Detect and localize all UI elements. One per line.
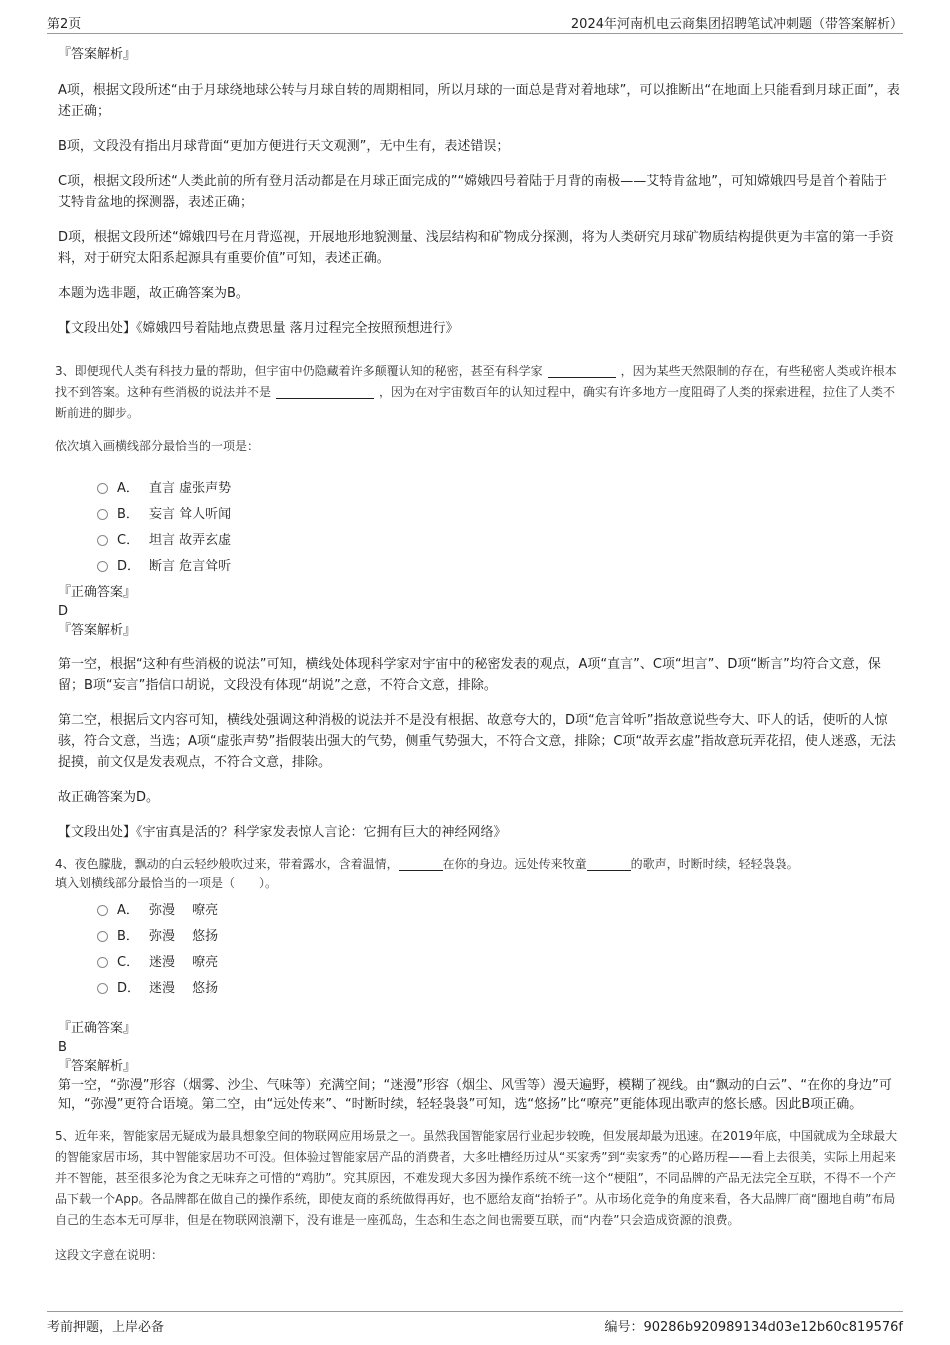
- q2-source: 【文段出处】《嫦娥四号着陆地点费思量 落月过程完全按照预想进行》: [58, 321, 459, 336]
- page-header: [47, 9, 903, 34]
- radio-icon[interactable]: [97, 535, 108, 546]
- radio-icon[interactable]: [97, 983, 108, 994]
- q2-analysis-label: 『答案解析』: [58, 47, 137, 62]
- page-number: 第2页: [47, 17, 82, 32]
- q5-prompt: 这段文字意在说明：: [55, 1248, 164, 1262]
- option-text: 弥漫 悠扬: [149, 928, 219, 944]
- footer-code-value: 90286b920989134d03e12b60c819576f: [643, 1320, 903, 1335]
- q3-stem: [55, 361, 900, 424]
- q4-stem-part: 在你的身边。远处传来牧童: [442, 857, 587, 871]
- document-title: 2024年河南机电云商集团招聘笔试冲刺题（带答案解析）: [570, 17, 903, 32]
- option-text: 直言 虚张声势: [149, 480, 232, 496]
- q4-option-c[interactable]: [97, 947, 900, 973]
- footer-code-label: 编号：: [604, 1320, 644, 1335]
- q5-stem: 5、近年来，智能家居无疑成为最具想象空间的物联网应用场景之一。虽然我国智能家居行业起步较晚，但发展却最为迅速。在2019年底，中国就成为全球最大的智能家居市场，其中智能家居功不可没。但体验过智能家居产品的消费者，大多吐槽经历过从“买家秀”到“卖家秀”的心路历程——看上去很美，实际上用起来并不智能，甚至很多沦为食之无味弃之可惜的“鸡肋”。究其原因，不难发现大多因为操作系统不统一这个“梗阻”，不同品牌的产品无法完全互联，不得不一个产品下载一个App。各品牌都在做自己的操作系统，即使友商的系统做得再好，也不愿给友商“抬轿子”。从市场化竞争的角度来看，各大品牌厂商“圈地自萌”布局自己的生态本无可厚非，但是在物联网浪潮下，没有谁是一座孤岛，生态和生态之间也需要互联，而“内卷”只会造成资源的浪费。: [55, 1129, 898, 1227]
- q3-blank-2: [276, 386, 374, 399]
- q3-option-b[interactable]: [97, 499, 900, 525]
- q3-stem-part: ，因为在对宇宙数百年的认知过程中，确实有许多地方一度阻碍了人类的探索进程，拉住了人类不断前进的脚步。: [55, 385, 896, 420]
- option-text: 妄言 耸人听闻: [149, 506, 232, 522]
- q4-options: [97, 895, 900, 999]
- q2-analysis-a: A项，根据文段所述“由于月球绕地球公转与月球自转的周期相同，所以月球的一面总是背对着地球”，可以推断出“在地面上只能看到月球正面”，表述正确；: [58, 83, 900, 119]
- q4-stem-part: 4、夜色朦胧，飘动的白云轻纱般吹过来，带着露水，含着温情，: [55, 857, 399, 871]
- q4-analysis-label: 『答案解析』: [58, 1059, 137, 1074]
- option-letter: B．: [117, 928, 139, 944]
- q4-prompt: 填入划横线部分最恰当的一项是（ ）。: [55, 876, 278, 890]
- q4-blank-1: [399, 858, 443, 871]
- option-letter: A．: [117, 480, 139, 496]
- q3-analysis-label: 『答案解析』: [58, 623, 137, 638]
- q3-option-d[interactable]: [97, 551, 900, 577]
- footer-slogan: 考前押题，上岸必备: [47, 1320, 165, 1335]
- q4-stem-part: 的歌声，时断时续，轻轻袅袅。: [630, 857, 799, 871]
- option-letter: C．: [117, 532, 140, 548]
- page-content: [55, 44, 900, 1266]
- q3-option-c[interactable]: [97, 525, 900, 551]
- q4-stem: [55, 855, 900, 874]
- q4-blank-2: [587, 858, 631, 871]
- footer-code: [604, 1316, 903, 1335]
- q4-answer: B: [58, 1040, 67, 1055]
- q4-option-b[interactable]: [97, 921, 900, 947]
- option-text: 断言 危言耸听: [149, 558, 232, 574]
- q4-option-d[interactable]: [97, 973, 900, 999]
- option-text: 坦言 故弄玄虚: [149, 532, 232, 548]
- q3-answer-label: 『正确答案』: [58, 585, 137, 600]
- q3-analysis-2: 第二空，根据后文内容可知，横线处强调这种消极的说法并不是没有根据、故意夸大的，D项“危言耸听”指故意说些夸大、吓人的话，使听的人惊骇，符合文意，当选；A项“虚张声势”指假装出强大的气势，侧重气势强大，不符合文意，排除；C项“故弄玄虚”指故意玩弄花招，使人迷惑，无法捉摸，前文仅是发表观点，不符合文意，排除。: [58, 713, 896, 770]
- q3-prompt: 依次填入画横线部分最恰当的一项是：: [55, 439, 260, 453]
- q2-conclusion: 本题为选非题，故正确答案为B。: [58, 286, 249, 301]
- option-letter: A．: [117, 902, 139, 918]
- q3-conclusion: 故正确答案为D。: [58, 790, 160, 805]
- q3-option-a[interactable]: [97, 473, 900, 499]
- radio-icon[interactable]: [97, 509, 108, 520]
- q4-answer-label: 『正确答案』: [58, 1021, 137, 1036]
- q2-analysis-d: D项，根据文段所述“嫦娥四号在月背巡视，开展地形地貌测量、浅层结构和矿物成分探测，将为人类研究月球矿物质结构提供更为丰富的第一手资料，对于研究太阳系起源具有重要价值”可知，表述正确。: [58, 230, 894, 266]
- page-footer: [47, 1311, 903, 1336]
- radio-icon[interactable]: [97, 561, 108, 572]
- option-letter: C．: [117, 954, 140, 970]
- q3-options: [97, 473, 900, 577]
- option-text: 迷漫 嘹亮: [149, 954, 219, 970]
- option-letter: D．: [117, 558, 141, 574]
- radio-icon[interactable]: [97, 931, 108, 942]
- q3-source: 【文段出处】《宇宙真是活的？科学家发表惊人言论：它拥有巨大的神经网络》: [58, 825, 507, 840]
- q2-analysis-b: B项，文段没有指出月球背面“更加方便进行天文观测”，无中生有，表述错误；: [58, 139, 510, 154]
- q3-answer: D: [58, 604, 69, 619]
- option-text: 迷漫 悠扬: [149, 980, 219, 996]
- q2-analysis-c: C项，根据文段所述“人类此前的所有登月活动都是在月球正面完成的”“嫦娥四号着陆于月背的南极——艾特肯盆地”，可知嫦娥四号是首个着陆于艾特肯盆地的探测器，表述正确；: [58, 174, 888, 210]
- q4-option-a[interactable]: [97, 895, 900, 921]
- q3-stem-part: 3、即便现代人类有科技力量的帮助，但宇宙中仍隐藏着许多颠覆认知的秘密，甚至有科学家: [55, 364, 543, 378]
- radio-icon[interactable]: [97, 905, 108, 916]
- q3-stem-part: ，因为某些天然限制的存在，有些秘密人类或许根本找不到答案。这种有些消极的说法并不是: [55, 364, 897, 399]
- q3-analysis-1: 第一空，根据“这种有些消极的说法”可知，横线处体现科学家对宇宙中的秘密发表的观点，A项“直言”、C项“坦言”、D项“断言”均符合文意，保留；B项“妄言”指信口胡说，文段没有体现“胡说”之意，不符合文意，排除。: [58, 657, 881, 693]
- option-letter: D．: [117, 980, 141, 996]
- option-text: 弥漫 嘹亮: [149, 902, 219, 918]
- radio-icon[interactable]: [97, 957, 108, 968]
- q4-analysis: 第一空，“弥漫”形容（烟雾、沙尘、气味等）充满空间；“迷漫”形容（烟尘、风雪等）漫天遍野，模糊了视线。由“飘动的白云”、“在你的身边”可知，“弥漫”更符合语境。第二空，由“远处传来”、“时断时续，轻轻袅袅”可知，选“悠扬”比“嘹亮”更能体现出歌声的悠长感。因此B项正确。: [58, 1078, 892, 1112]
- radio-icon[interactable]: [97, 483, 108, 494]
- q3-blank-1: [548, 365, 616, 378]
- option-letter: B．: [117, 506, 139, 522]
